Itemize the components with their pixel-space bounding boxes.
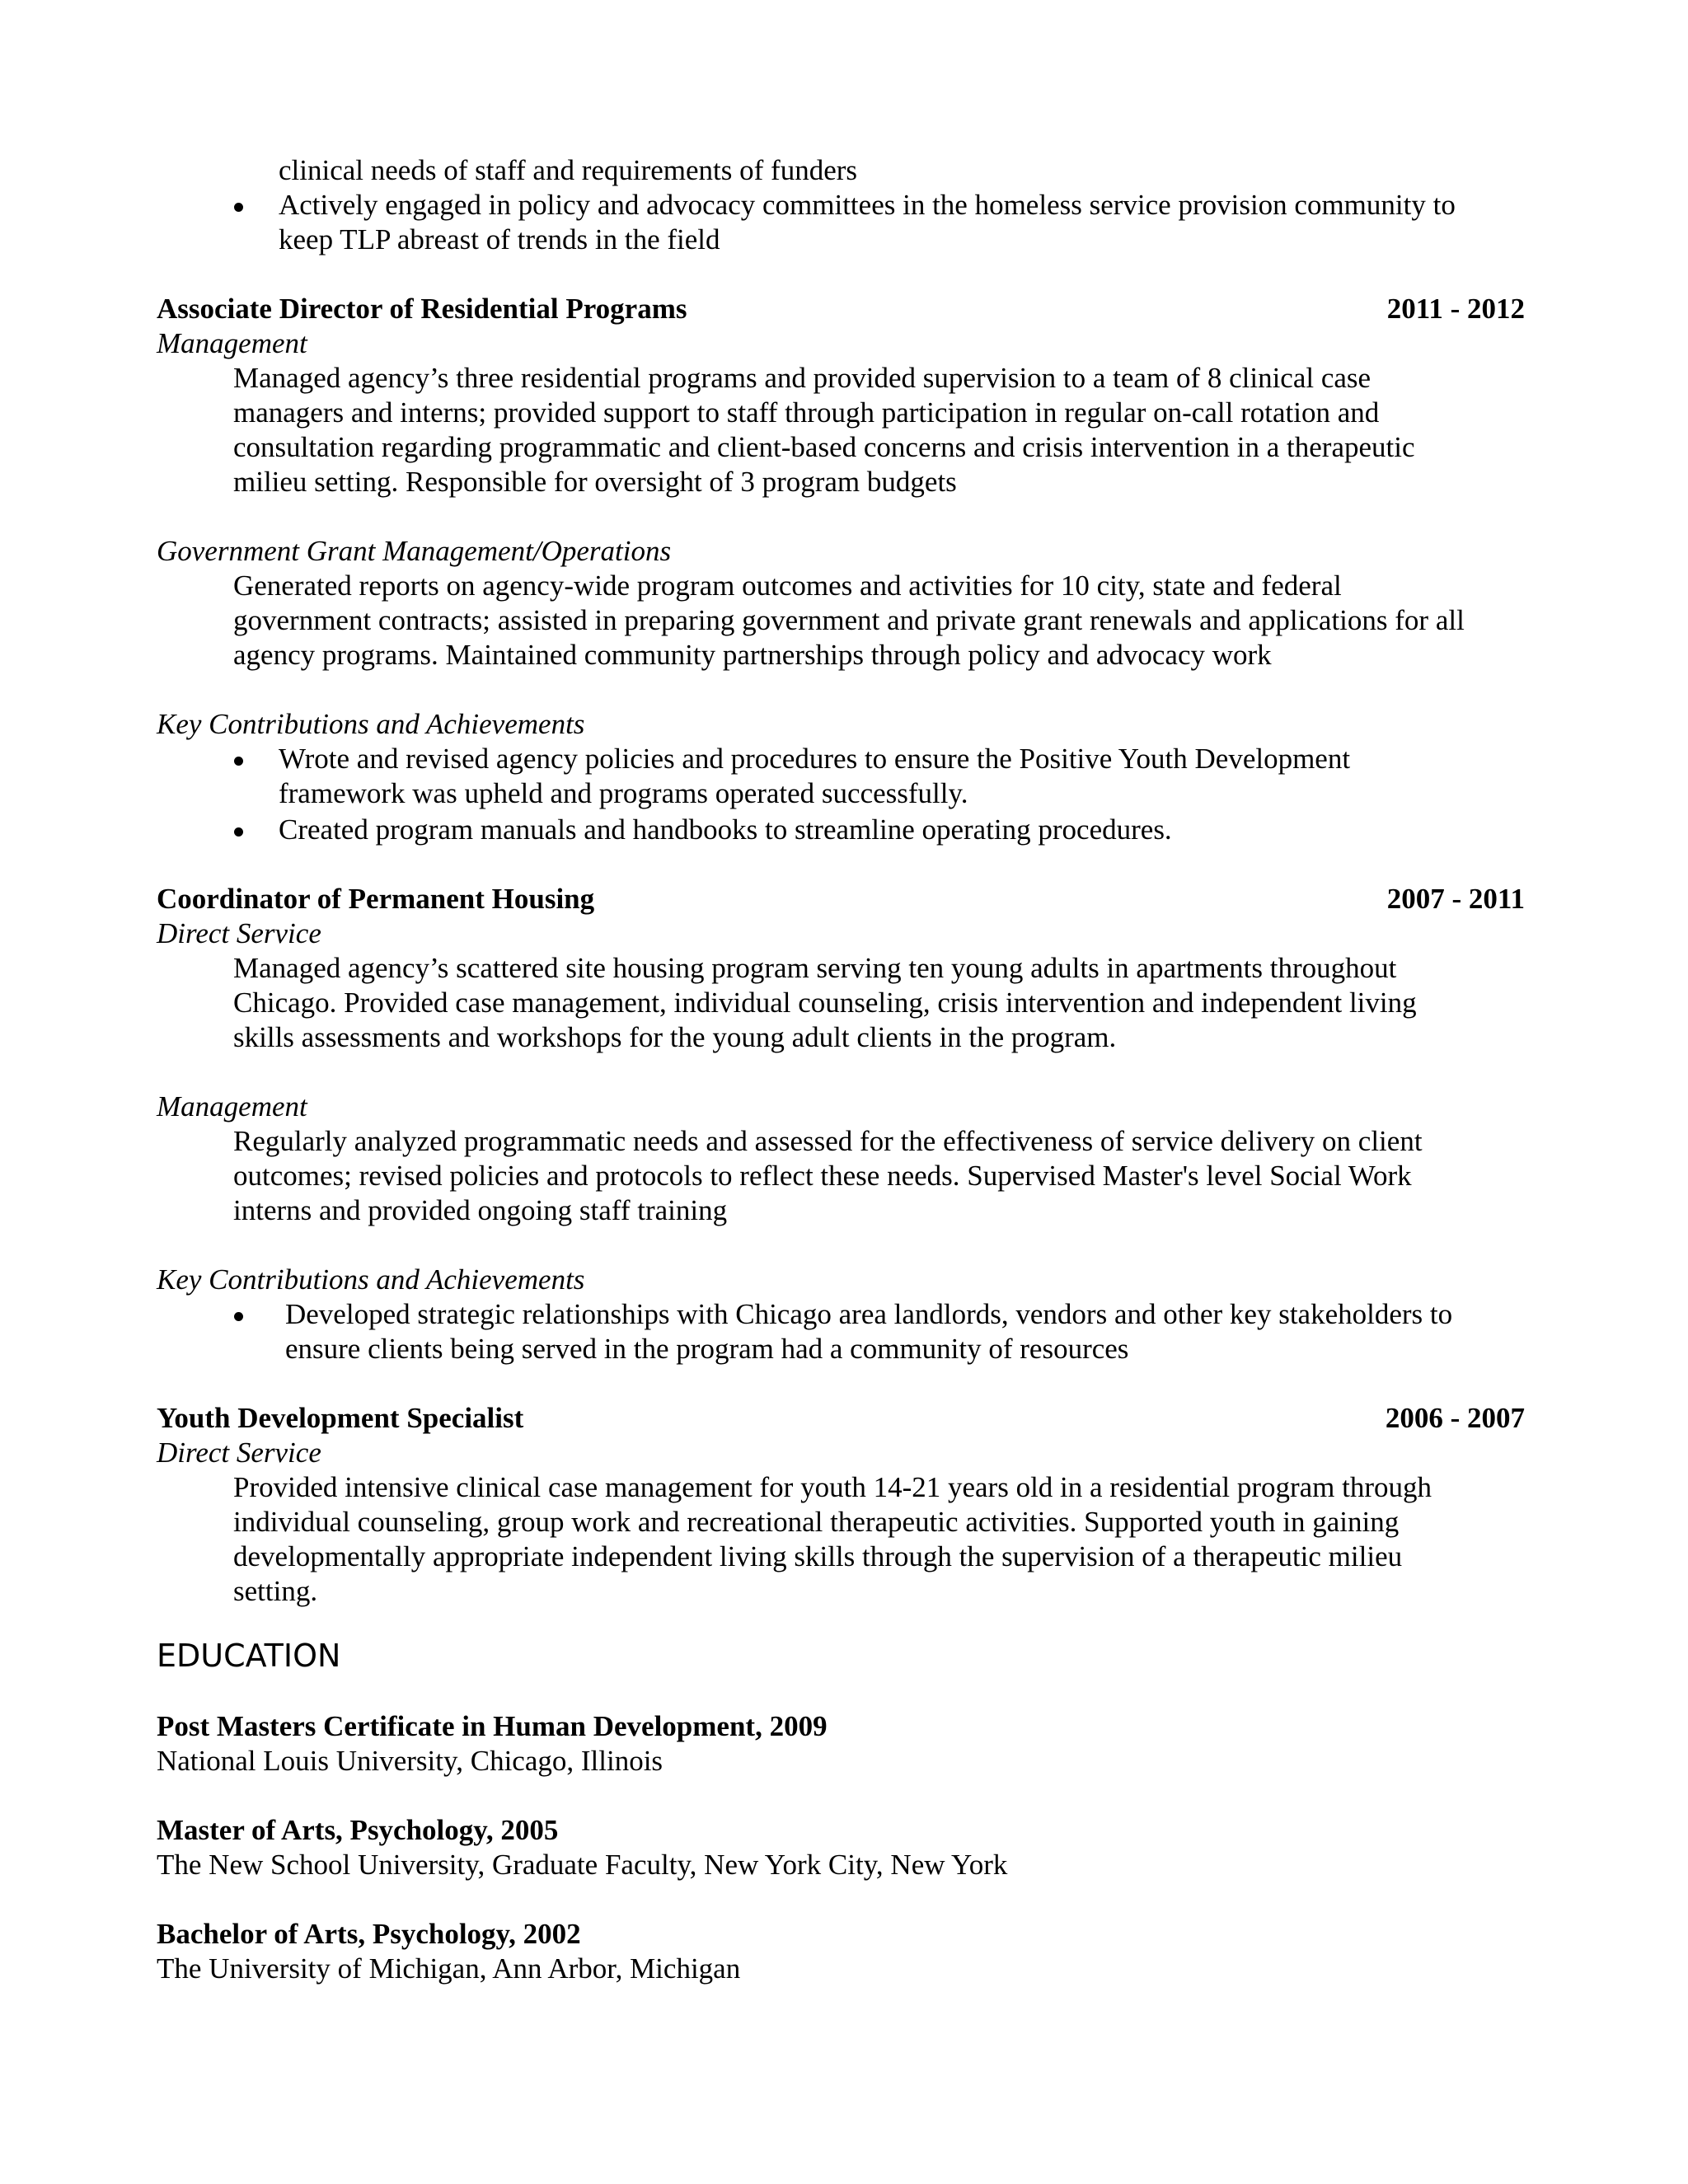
bullet-text: keep TLP abreast of trends in the field <box>279 223 720 255</box>
description-line: Managed agency’s three residential programs and provided supervision to a team of 8 clinical case <box>233 362 1372 394</box>
section-description <box>157 361 1525 499</box>
description-line: individual counseling, group work and recreational therapeutic activities. Supported youth in gaining <box>233 1506 1400 1538</box>
description-line: developmentally appropriate independent living skills through the supervision of a therapeutic milieu <box>233 1540 1403 1572</box>
bullet-text: Created program manuals and handbooks to streamline operating procedures. <box>279 813 1172 846</box>
job-title: Coordinator of Permanent Housing <box>157 883 595 915</box>
job-dates: 2006 - 2007 <box>1385 1402 1525 1434</box>
description-line: interns and provided ongoing staff training <box>233 1194 728 1226</box>
bullet-icon <box>234 827 243 837</box>
bullet-text: framework was upheld and programs operated successfully. <box>279 777 968 809</box>
job-header <box>157 1401 1525 1436</box>
degree-title: Bachelor of Arts, Psychology, 2002 <box>157 1918 581 1950</box>
education-item <box>157 1813 1525 1882</box>
section-subheading: Direct Service <box>157 917 321 949</box>
bullet-item <box>157 188 1525 257</box>
job-title: Youth Development Specialist <box>157 1402 524 1434</box>
bullet-text: Developed strategic relationships with Chicago area landlords, vendors and other key stakeholders to <box>285 1298 1453 1330</box>
bullet-item <box>157 813 1525 847</box>
job-header <box>157 882 1525 916</box>
education-item <box>157 1709 1525 1779</box>
bullet-text: ensure clients being served in the program had a community of resources <box>285 1333 1129 1365</box>
job-header <box>157 292 1525 326</box>
section-description <box>157 951 1525 1055</box>
section-description <box>157 1470 1525 1609</box>
bullet-text: Actively engaged in policy and advocacy committees in the homeless service provision community to <box>279 189 1456 221</box>
description-line: Managed agency’s scattered site housing program serving ten young adults in apartments throughout <box>233 952 1397 984</box>
description-line: Chicago. Provided case management, individual counseling, crisis intervention and independent living <box>233 987 1417 1019</box>
section-subheading: Government Grant Management/Operations <box>157 535 672 567</box>
job-title: Associate Director of Residential Programs <box>157 293 687 325</box>
description-line: government contracts; assisted in preparing government and private grant renewals and applications for all <box>233 604 1465 636</box>
description-line: Provided intensive clinical case management for youth 14-21 years old in a residential program through <box>233 1471 1432 1503</box>
resume-page <box>157 153 1525 1986</box>
school-name: National Louis University, Chicago, Illinois <box>157 1745 663 1777</box>
description-line: milieu setting. Responsible for oversight of 3 program budgets <box>233 466 957 498</box>
education-item <box>157 1917 1525 1986</box>
bullet-icon <box>234 203 243 212</box>
education-heading: EDUCATION <box>157 1638 341 1674</box>
school-name: The University of Michigan, Ann Arbor, Michigan <box>157 1952 741 1985</box>
section-subheading: Direct Service <box>157 1436 321 1469</box>
degree-title: Post Masters Certificate in Human Development, 2009 <box>157 1710 828 1742</box>
description-line: outcomes; revised policies and protocols to reflect these needs. Supervised Master's level Social Work <box>233 1160 1412 1192</box>
description-line: Regularly analyzed programmatic needs and assessed for the effectiveness of service delivery on client <box>233 1125 1423 1157</box>
bullet-text: Wrote and revised agency policies and procedures to ensure the Positive Youth Development <box>279 743 1351 775</box>
job-dates: 2007 - 2011 <box>1386 883 1525 915</box>
bullet-icon <box>234 1312 243 1321</box>
bullet-item <box>157 742 1525 811</box>
description-line: setting. <box>233 1575 318 1607</box>
degree-title: Master of Arts, Psychology, 2005 <box>157 1814 559 1846</box>
section-subheading: Key Contributions and Achievements <box>157 1263 585 1296</box>
description-line: Generated reports on agency-wide program outcomes and activities for 10 city, state and federal <box>233 569 1342 602</box>
school-name: The New School University, Graduate Faculty, New York City, New York <box>157 1849 1008 1881</box>
section-subheading: Management <box>157 1090 307 1122</box>
section-subheading: Management <box>157 327 307 359</box>
bullet-item <box>157 1297 1525 1366</box>
bullet-icon <box>234 757 243 766</box>
description-line: skills assessments and workshops for the young adult clients in the program. <box>233 1021 1117 1053</box>
bullet-continuation: clinical needs of staff and requirements of funders <box>279 154 858 186</box>
section-description <box>157 569 1525 673</box>
section-description <box>157 1124 1525 1228</box>
description-line: agency programs. Maintained community partnerships through policy and advocacy work <box>233 639 1272 671</box>
description-line: consultation regarding programmatic and client-based concerns and crisis intervention in a therapeutic <box>233 431 1415 463</box>
job-dates: 2011 - 2012 <box>1386 293 1525 325</box>
description-line: managers and interns; provided support to staff through participation in regular on-call rotation and <box>233 396 1380 429</box>
section-subheading: Key Contributions and Achievements <box>157 708 585 740</box>
